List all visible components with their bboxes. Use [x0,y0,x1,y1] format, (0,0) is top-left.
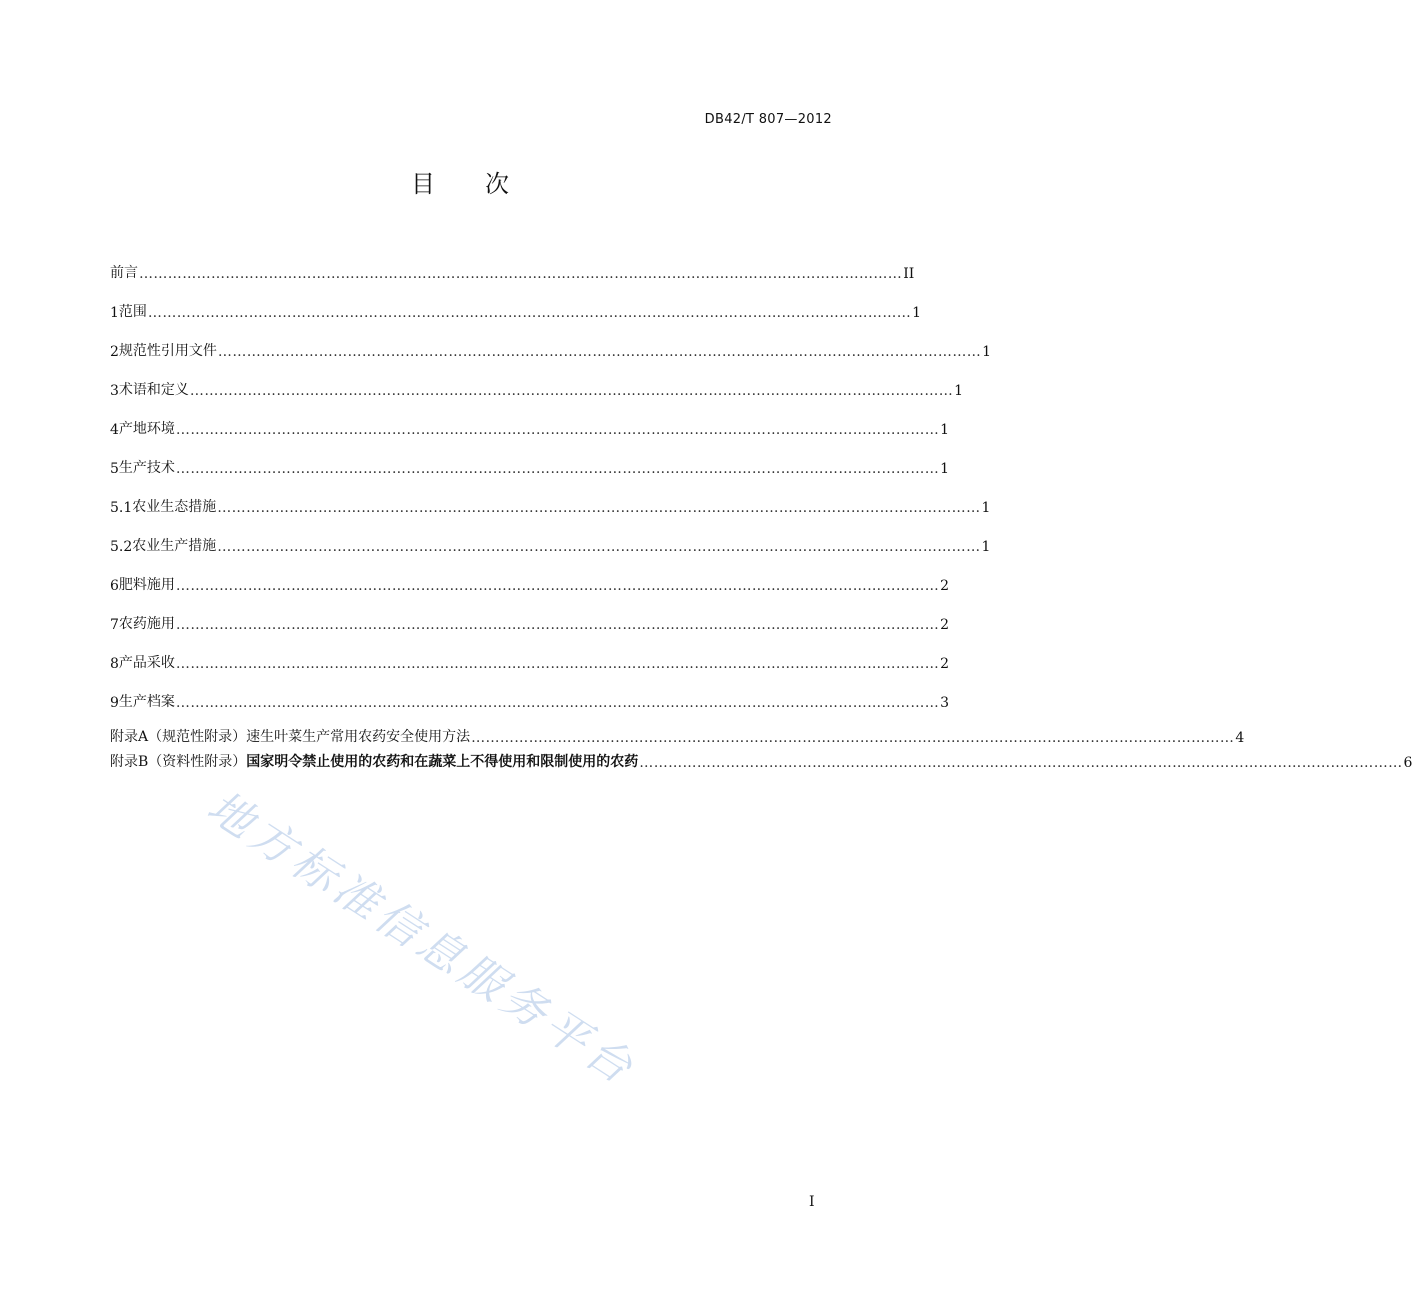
toc-entry-appendix-b[interactable] [110,749,1412,771]
toc-entry-label-tail: 国家明令禁止使用的农药和在蔬菜上不得使用和限制使用的农药 [246,754,639,770]
toc-entry-page: 2 [940,617,950,633]
toc-entry-label: 农业生态措施 [132,499,217,515]
toc-entry-number: 5 [110,461,119,477]
toc-leader-dots: …………………………………………………………………………………………………………………………………………… [217,500,981,516]
toc-leader-dots: …………………………………………………………………………………………………………………………………………… [175,461,940,477]
watermark: 地方标准信息服务平台 [198,781,646,1097]
toc-leader-dots: …………………………………………………………………………………………………………………………………………… [189,383,954,399]
toc-leader-dots: …………………………………………………………………………………………………………………………………………… [175,422,940,438]
toc-entry-label: 产品采收 [118,655,175,671]
toc-entry-number: 6 [110,578,119,594]
toc-entry-label: 附录A（规范性附录）速生叶菜生产常用农药安全使用方法 [110,729,471,745]
toc-entry-9[interactable] [110,689,950,711]
toc-entry-5-2[interactable] [110,533,991,555]
toc-entry-5[interactable] [110,455,950,477]
toc-entry-number: 3 [110,383,119,399]
toc-entry-page: 1 [940,461,950,477]
toc-leader-dots: …………………………………………………………………………………………………………………………………………… [217,539,981,555]
toc-entry-number: 9 [110,695,119,711]
toc-entry-page: 1 [981,539,991,555]
page-folio: I [809,1194,815,1210]
toc-leader-dots: …………………………………………………………………………………………………………………………………………… [471,730,1235,746]
toc-leader-dots: …………………………………………………………………………………………………………………………………………… [639,755,1403,771]
toc-entry-page: 2 [940,656,950,672]
toc-entry-label: 肥料施用 [118,577,175,593]
toc-entry-number: 5.2 [110,539,133,555]
document-code: DB42/T 807—2012 [704,112,832,127]
toc-entry-label: 农业生产措施 [132,538,217,554]
toc-entry-label: 生产技术 [118,460,175,476]
toc-entry-page: 6 [1403,755,1412,771]
toc-entry-number: 4 [110,422,119,438]
toc-entry-page: 2 [940,578,950,594]
toc-entry-page: 1 [982,344,992,360]
toc-entry-foreword[interactable] [110,260,915,282]
toc-leader-dots: …………………………………………………………………………………………………………………………………………… [139,266,903,282]
toc-entry-4[interactable] [110,416,950,438]
toc-leader-dots: …………………………………………………………………………………………………………………………………………… [217,344,982,360]
toc-leader-dots: …………………………………………………………………………………………………………………………………………… [175,617,940,633]
toc-leader-dots: …………………………………………………………………………………………………………………………………………… [175,656,940,672]
page-title [0,164,920,199]
toc-entry-1[interactable] [110,299,922,321]
toc-entry-label: 规范性引用文件 [118,343,217,359]
toc-entry-appendix-a[interactable] [110,724,1245,746]
toc-entry-5-1[interactable] [110,494,991,516]
toc-entry-label: 生产档案 [118,694,175,710]
toc-entry-6[interactable] [110,572,950,594]
title-char-1: 目 [411,170,435,198]
toc-entry-number: 8 [110,656,119,672]
toc-entry-page: 1 [912,305,922,321]
toc-entry-page: 1 [954,383,964,399]
toc-entry-label: 术语和定义 [118,382,189,398]
toc-entry-number: 2 [110,344,119,360]
toc-entry-label: 产地环境 [118,421,175,437]
toc-entry-2[interactable] [110,338,992,360]
toc-entry-label: 农药施用 [118,616,175,632]
toc-entry-number: 7 [110,617,119,633]
toc-entry-page: 4 [1235,730,1245,746]
toc-leader-dots: …………………………………………………………………………………………………………………………………………… [147,305,912,321]
toc-entry-label: 附录B（资料性附录） [110,754,247,770]
toc-entry-number: 5.1 [110,500,133,516]
toc-entry-page: 3 [940,695,950,711]
toc-entry-page: 1 [940,422,950,438]
toc-entry-page: II [903,266,915,282]
toc-entry-3[interactable] [110,377,964,399]
toc-entry-7[interactable] [110,611,950,633]
toc-entry-label: 前言 [110,265,138,281]
toc-entry-label: 范围 [118,304,147,320]
toc-leader-dots: …………………………………………………………………………………………………………………………………………… [175,578,940,594]
toc-entry-number: 1 [110,305,119,321]
title-char-2: 次 [485,170,509,198]
toc-entry-8[interactable] [110,650,950,672]
toc-entry-page: 1 [981,500,991,516]
toc-leader-dots: …………………………………………………………………………………………………………………………………………… [175,695,940,711]
